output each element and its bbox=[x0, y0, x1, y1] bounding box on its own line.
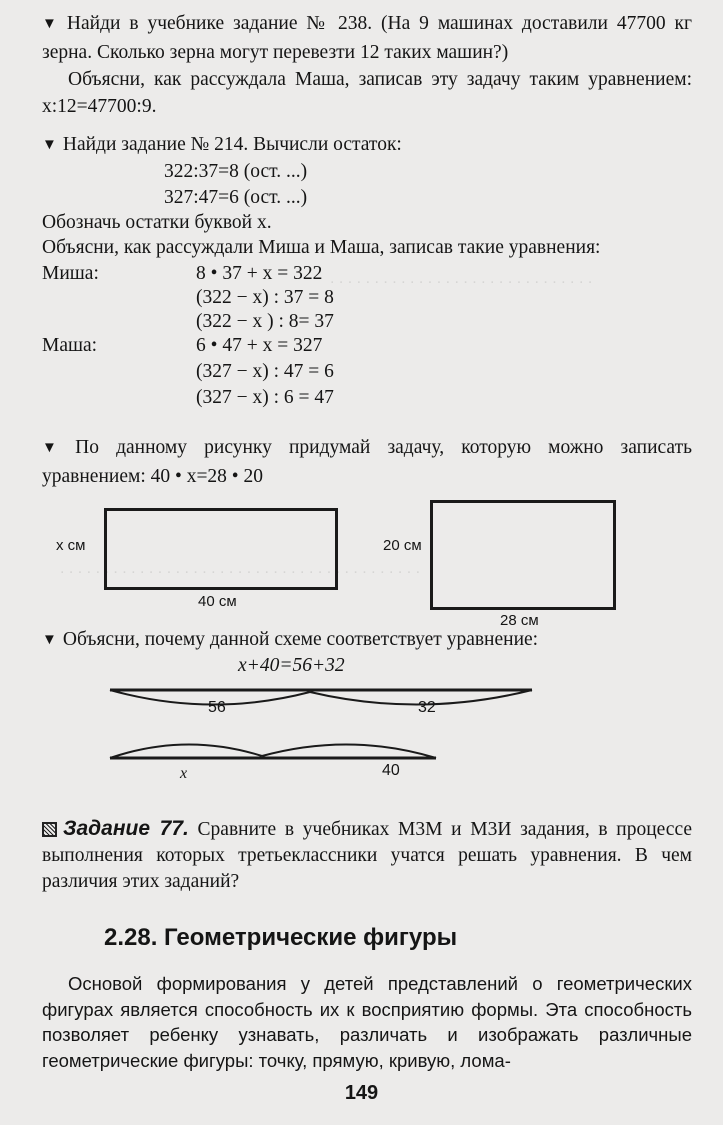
rectangle-1-bottom-label: 40 см bbox=[198, 593, 237, 610]
arc-40 bbox=[262, 744, 436, 758]
scheme-label-56: 56 bbox=[208, 699, 226, 716]
task-77-text: Сравните в учебниках М3М и М3И задания, в процессе выполнения которых третьеклассники учатся решать уравнения. В чем различия этих заданий? bbox=[42, 819, 693, 892]
body-paragraph-text: Основой формирования у детей представлений о геометрических фигурах является способность их к восприятию формы. Эта способность позволяет ребенку узнавать, различать и изображать различные геометрические фигуры: точку, прямую, кривую, лома- bbox=[42, 973, 692, 1071]
exercise-214 bbox=[42, 131, 692, 160]
triangle-marker-icon: ▼ bbox=[42, 137, 57, 153]
show-through-text: . . . . . . . . . . . . . . . . . . . . . . . . . . . . . . bbox=[330, 270, 593, 287]
remainder-note: Обозначь остатки буквой x. bbox=[42, 212, 272, 233]
rectangle-2-bottom-label: 28 см bbox=[500, 612, 539, 629]
task-77-title: Задание 77. bbox=[63, 817, 189, 840]
exercise-238 bbox=[42, 10, 692, 120]
masha-equation: 6 • 47 + x = 327 bbox=[196, 335, 323, 356]
task-icon bbox=[42, 822, 57, 837]
misha-equation: 8 • 37 + x = 322 bbox=[196, 263, 323, 284]
rectangle-1-side-label: x см bbox=[56, 537, 86, 554]
scheme-label-x: x bbox=[180, 765, 188, 782]
body-paragraph bbox=[42, 971, 692, 1073]
triangle-marker-icon: ▼ bbox=[42, 440, 70, 456]
scheme-exercise-text: Объясни, почему данной схеме соответствует уравнение: bbox=[62, 629, 539, 650]
division-example-1: 322:37=8 (ост. ...) bbox=[164, 161, 308, 182]
section-heading: 2.28. Геометрические фигуры bbox=[104, 924, 458, 951]
rectangle-1 bbox=[104, 508, 338, 590]
exercise-238-text: Найди в учебнике задание № 238. (На 9 машинах доставили 47700 кг зерна. Сколько зерна могут перевезти 12 таких машин?) bbox=[42, 13, 692, 63]
masha-label: Маша: bbox=[42, 335, 98, 356]
rectangle-2 bbox=[430, 500, 616, 610]
triangle-marker-icon: ▼ bbox=[42, 16, 61, 32]
task-77 bbox=[42, 816, 692, 895]
scheme-equation: x+40=56+32 bbox=[238, 655, 345, 676]
page-number: 149 bbox=[344, 1082, 379, 1104]
misha-equation: (322 − x ) : 8= 37 bbox=[196, 311, 334, 332]
masha-equation: (327 − x) : 6 = 47 bbox=[196, 387, 334, 408]
misha-equation: (322 − x) : 37 = 8 bbox=[196, 287, 334, 308]
scheme-exercise bbox=[42, 626, 692, 655]
exercise-214-heading: Найди задание № 214. Вычисли остаток: bbox=[62, 134, 402, 155]
rectangle-exercise-text: По данному рисунку придумай задачу, которую можно записать уравнением: 40 • x=28 • 20 bbox=[42, 437, 692, 487]
segment-scheme bbox=[100, 670, 540, 780]
scheme-label-32: 32 bbox=[418, 699, 436, 716]
rectangle-exercise bbox=[42, 434, 692, 490]
masha-equation: (327 − x) : 47 = 6 bbox=[196, 361, 334, 382]
equations-question: Объясни, как рассуждали Миша и Маша, записав такие уравнения: bbox=[42, 237, 601, 258]
misha-label: Миша: bbox=[42, 263, 99, 284]
scheme-label-40: 40 bbox=[382, 762, 400, 779]
exercise-238-question: Объясни, как рассуждала Маша, записав эту задачу таким уравнением: x:12=47700:9. bbox=[42, 69, 692, 117]
triangle-marker-icon: ▼ bbox=[42, 632, 57, 648]
division-example-2: 327:47=6 (ост. ...) bbox=[164, 187, 308, 208]
rectangle-2-side-label: 20 см bbox=[383, 537, 422, 554]
show-through-text: . . . . . . . . . . . . . . . . . . . . . . . . . . . . . . . . . . . . . . . . . bbox=[60, 560, 421, 577]
arc-x bbox=[110, 744, 262, 758]
